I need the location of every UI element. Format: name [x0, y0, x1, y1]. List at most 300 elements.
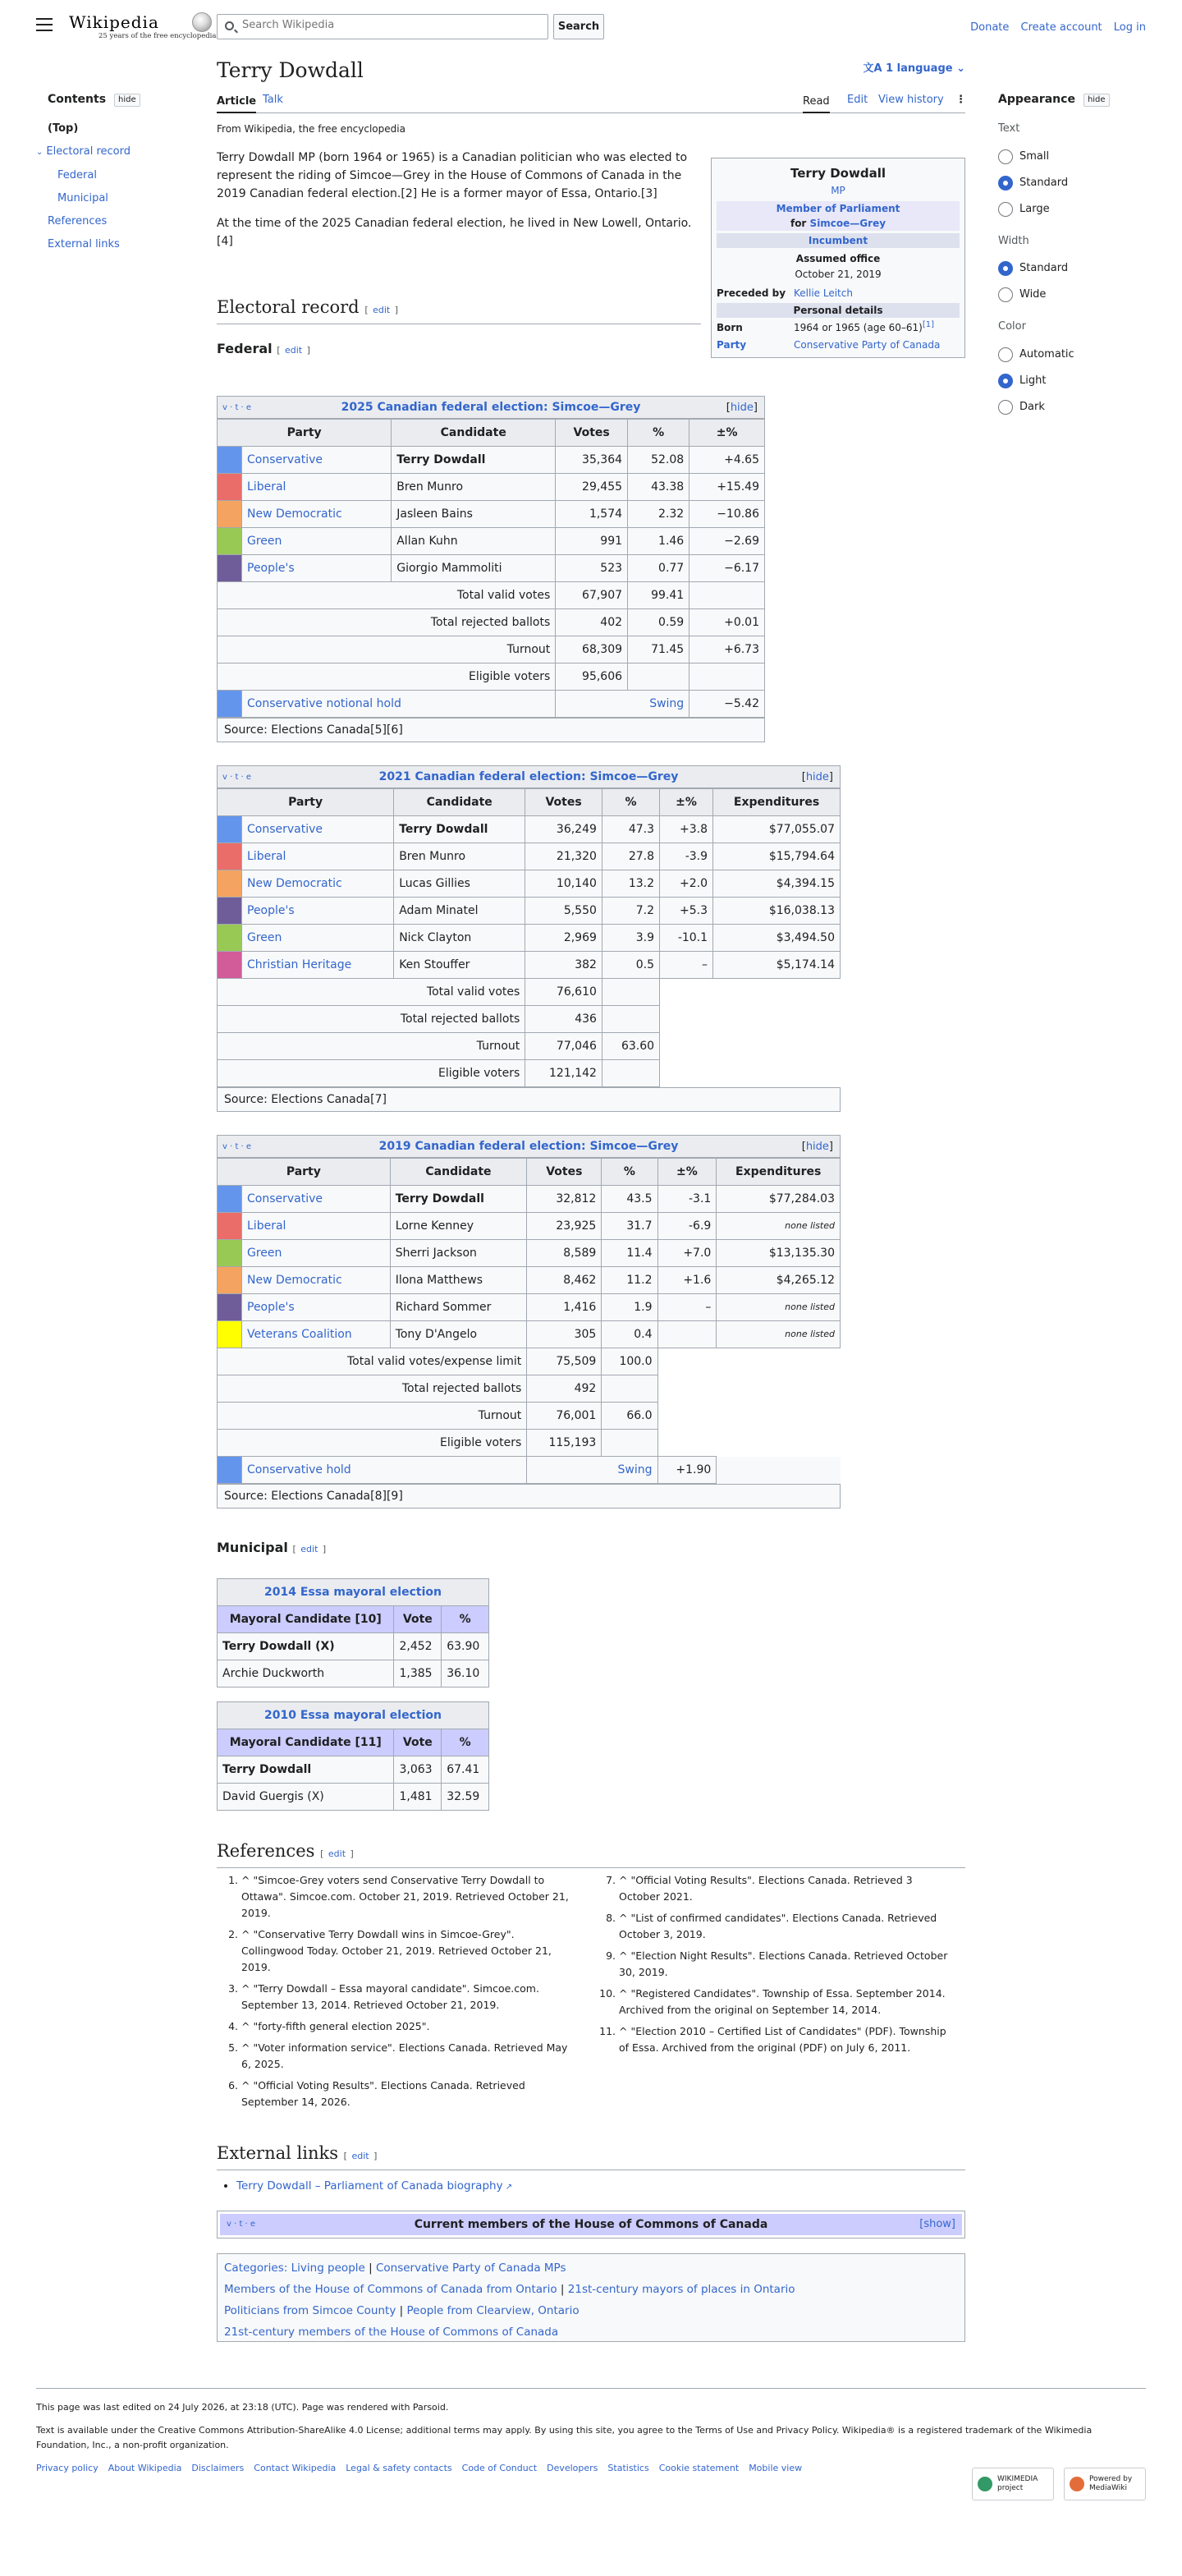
expenditures-cell: $15,794.64: [713, 843, 841, 870]
change-cell: +3.8: [660, 816, 713, 843]
votes-cell: 36,249: [525, 816, 602, 843]
expenditures-cell: $77,284.03: [717, 1186, 841, 1213]
main-menu-icon[interactable]: [36, 18, 53, 31]
party-link[interactable]: Liberal: [242, 474, 392, 501]
totals-value: 95,606: [556, 664, 628, 691]
expenditures-cell: none listed: [717, 1213, 841, 1240]
column-header: Party: [218, 789, 394, 816]
totals-value: +6.73: [690, 636, 765, 664]
footer-link[interactable]: Mobile view: [749, 2463, 803, 2473]
party-color-swatch: [218, 474, 242, 501]
last-edited: This page was last edited on 24 July 2026, at 23:18 (UTC). Page was rendered with Parsoid.: [36, 2402, 449, 2413]
toc-item-external[interactable]: External links: [48, 237, 120, 250]
radio-label: Light: [1019, 374, 1047, 388]
change-cell: +15.49: [690, 474, 765, 501]
main-content: [217, 53, 966, 2339]
election-2025-caption: [217, 396, 765, 419]
infobox: [711, 158, 965, 358]
caption-title[interactable]: 2019 Canadian federal election: Simcoe—Grey: [378, 1140, 679, 1153]
change-cell: –: [660, 952, 713, 979]
party-color-swatch: [218, 898, 242, 925]
width-label: Width: [998, 234, 1029, 247]
party-color-swatch: [218, 691, 242, 718]
hold-row: [218, 691, 765, 718]
totals-row: [218, 979, 841, 1006]
change-cell: -3.9: [660, 843, 713, 870]
tagline: From Wikipedia, the free encyclopedia: [217, 123, 405, 135]
blank-cell: [713, 979, 841, 1006]
table-row: [218, 1784, 489, 1811]
edit-link[interactable]: [ edit ]: [277, 345, 310, 356]
votes-cell: 32,812: [527, 1186, 602, 1213]
election-box-2021: [217, 765, 841, 1112]
section-title: Municipal: [217, 1540, 288, 1555]
reference-item[interactable]: 3. ^ "Terry Dowdall – Essa mayoral candidate". Simcoe.com. September 13, 2014. Retrieved October 21, 2019.: [241, 1981, 578, 2014]
born-label: Born: [717, 321, 743, 333]
edit-text[interactable]: edit: [351, 2151, 369, 2161]
swing-link[interactable]: Swing: [527, 1457, 657, 1484]
edit-link[interactable]: [ edit ]: [364, 305, 399, 315]
section-title: References: [217, 1841, 315, 1861]
reference-item[interactable]: 1. ^ "Simcoe-Grey voters send Conservative Terry Dowdall to Ottawa". Simcoe.com. October 21, 2019. Retrieved October 21, 2019.: [241, 1872, 578, 1922]
totals-row: [218, 664, 765, 691]
hide-button[interactable]: [hide]: [726, 402, 758, 414]
source-line: Source: Elections Canada[5][6]: [217, 718, 765, 742]
totals-value: 492: [527, 1375, 602, 1403]
change-cell: −10.86: [690, 501, 765, 528]
hide-text[interactable]: hide: [805, 771, 829, 783]
tab-read[interactable]: Read: [803, 92, 830, 113]
votes-cell: 29,455: [556, 474, 628, 501]
election-2019-table: [217, 1158, 841, 1484]
more-menu-icon[interactable]: ⋮: [955, 94, 966, 106]
reference-item[interactable]: 6. ^ "Official Voting Results". Elections Canada. Retrieved September 14, 2026.: [241, 2078, 578, 2110]
expenditures-cell: none listed: [717, 1321, 841, 1348]
column-header: %: [442, 1729, 489, 1756]
reference-item[interactable]: 7. ^ "Official Voting Results". Elections Canada. Retrieved 3 October 2021.: [619, 1872, 955, 1905]
search-icon: [225, 21, 234, 30]
totals-value: 0.59: [628, 609, 690, 636]
totals-label: Turnout: [218, 636, 556, 664]
change-cell: +1.6: [657, 1267, 717, 1294]
table-row: [218, 816, 841, 843]
totals-value: 76,001: [527, 1403, 602, 1430]
color-label: Color: [998, 320, 1026, 333]
table-row: [218, 952, 841, 979]
blank-cell: [657, 1348, 717, 1375]
reference-item[interactable]: 8. ^ "List of confirmed candidates". Elections Canada. Retrieved October 3, 2019.: [619, 1910, 955, 1943]
blank-cell: [713, 1006, 841, 1033]
candidate-cell: Terry Dowdall: [392, 447, 556, 474]
appearance-panel: [998, 90, 1113, 415]
caption-row: [218, 1579, 489, 1606]
vte-links[interactable]: v · t · e: [222, 403, 252, 412]
column-header: Candidate: [390, 1159, 527, 1186]
totals-value: 76,610: [525, 979, 602, 1006]
footer-link[interactable]: Contact Wikipedia: [254, 2463, 337, 2473]
totals-value: 100.0: [602, 1348, 657, 1375]
section-references: [217, 1838, 965, 1868]
footer-link[interactable]: Legal & safety contacts: [346, 2463, 452, 2473]
expenditures-cell: $16,038.13: [713, 898, 841, 925]
edit-link[interactable]: [ edit ]: [320, 1848, 354, 1859]
totals-row: [218, 582, 765, 609]
infobox-office: [717, 201, 960, 231]
party-color-swatch: [218, 1186, 242, 1213]
party-link[interactable]: New Democratic: [242, 870, 394, 898]
totals-value: [602, 1060, 659, 1087]
radio-text-small[interactable]: [998, 149, 1113, 164]
party-color-swatch: [218, 952, 242, 979]
percent-cell: 63.90: [442, 1633, 489, 1660]
born-ref[interactable]: [1]: [922, 319, 935, 329]
radio-color-light[interactable]: [998, 374, 1113, 388]
candidate-cell: Terry Dowdall: [390, 1186, 527, 1213]
table-row: [218, 447, 765, 474]
vte-links[interactable]: v · t · e: [222, 1142, 252, 1151]
column-header: Vote: [394, 1606, 442, 1633]
election-box-2019: [217, 1135, 841, 1508]
column-header: Candidate: [392, 420, 556, 447]
edit-text[interactable]: edit: [300, 1544, 318, 1554]
totals-row: [218, 609, 765, 636]
candidate-cell: Terry Dowdall: [394, 816, 525, 843]
footer-link[interactable]: Code of Conduct: [461, 2463, 538, 2473]
table-row: [218, 1213, 841, 1240]
appearance-hide-button[interactable]: hide: [1084, 94, 1110, 107]
infobox-post[interactable]: MP: [831, 185, 845, 196]
section-external-links: [217, 2140, 965, 2170]
reference-item[interactable]: 9. ^ "Election Night Results". Elections Canada. Retrieved October 30, 2019.: [619, 1948, 955, 1981]
vte-links[interactable]: v · t · e: [227, 2220, 256, 2229]
hide-button[interactable]: [hide]: [801, 1141, 833, 1153]
expenditures-cell: $4,394.15: [713, 870, 841, 898]
totals-value: 402: [556, 609, 628, 636]
radio-label: Automatic: [1019, 348, 1074, 361]
footer-link[interactable]: Cookie statement: [658, 2463, 740, 2473]
login-link[interactable]: Log in: [1113, 21, 1146, 34]
totals-value: 99.41: [628, 582, 690, 609]
wikimedia-badge[interactable]: [972, 2468, 1054, 2500]
header-row: [218, 420, 765, 447]
party-link[interactable]: Green: [242, 1240, 391, 1267]
party-link[interactable]: Conservative Party of Canada: [794, 338, 941, 351]
votes-cell: 21,320: [525, 843, 602, 870]
blank-cell: [717, 1348, 841, 1375]
party-label[interactable]: Party: [717, 338, 747, 351]
toc-item-federal[interactable]: Federal: [57, 168, 97, 181]
votes-cell: 1,574: [556, 501, 628, 528]
column-header: ±%: [657, 1159, 717, 1186]
totals-label: Turnout: [218, 1403, 527, 1430]
edit-link[interactable]: [ edit ]: [292, 1544, 327, 1554]
totals-label: Total valid votes/expense limit: [218, 1348, 527, 1375]
column-header: Votes: [556, 420, 628, 447]
percent-cell: 43.5: [602, 1186, 657, 1213]
toc-item-municipal[interactable]: Municipal: [57, 191, 108, 204]
radio-label: Small: [1019, 149, 1050, 163]
office-link[interactable]: Member of Parliament: [776, 203, 900, 215]
election-2021-table: [217, 788, 841, 1087]
party-color-swatch: [218, 1457, 242, 1484]
footer-link[interactable]: Developers: [547, 2463, 598, 2473]
votes-cell: 35,364: [556, 447, 628, 474]
caption-title[interactable]: 2025 Canadian federal election: Simcoe—Grey: [341, 401, 641, 414]
table-row: [218, 925, 841, 952]
change-cell: −6.17: [690, 555, 765, 582]
table-caption[interactable]: 2014 Essa mayoral election: [218, 1579, 489, 1606]
totals-label: Total rejected ballots: [218, 1375, 527, 1403]
table-row: [218, 1756, 489, 1784]
table-row: [218, 528, 765, 555]
change-cell: +2.0: [660, 870, 713, 898]
table-row: [218, 1633, 489, 1660]
tab-talk[interactable]: Talk: [263, 94, 283, 106]
toc-item-references[interactable]: References: [48, 214, 108, 227]
toc-item-label: Electoral record: [46, 145, 131, 158]
footer-link[interactable]: Privacy policy: [36, 2463, 98, 2473]
party-link[interactable]: New Democratic: [242, 1267, 391, 1294]
hold-row: [218, 1457, 841, 1484]
toc-item-top[interactable]: (Top): [48, 122, 79, 135]
radio-label: Large: [1019, 202, 1050, 215]
party-color-swatch: [218, 870, 242, 898]
toc-title: Contents: [48, 93, 107, 106]
reference-item[interactable]: 2. ^ "Conservative Terry Dowdall wins in Simcoe-Grey". Collingwood Today. October 21, 2019. Retrieved October 21, 2019.: [241, 1926, 578, 1976]
party-link[interactable]: Green: [242, 528, 392, 555]
totals-value: [602, 979, 659, 1006]
badge-text: Powered by MediaWiki: [1089, 2475, 1133, 2492]
external-link[interactable]: Terry Dowdall – Parliament of Canada biography: [236, 2179, 503, 2193]
hold-label[interactable]: Conservative notional hold: [242, 691, 556, 718]
hold-label[interactable]: Conservative hold: [242, 1457, 527, 1484]
candidate-cell: Allan Kuhn: [392, 528, 556, 555]
candidate-cell: Jasleen Bains: [392, 501, 556, 528]
party-link[interactable]: Liberal: [242, 1213, 391, 1240]
references-list-left: [217, 1872, 578, 2115]
translate-icon: 文A: [863, 62, 886, 75]
category-link[interactable]: People from Clearview, Ontario: [406, 2304, 580, 2317]
personal-details-heading: Personal details: [717, 303, 960, 318]
party-color-swatch: [218, 1213, 242, 1240]
blank-cell: [660, 1060, 713, 1087]
edit-text[interactable]: edit: [284, 345, 303, 356]
reference-item[interactable]: 11. ^ "Election 2010 – Certified List of Candidates" (PDF). Township of Essa. Archived from the original (PDF) on July 6, 2011.: [619, 2023, 955, 2056]
column-header: Expenditures: [713, 789, 841, 816]
table-row: [218, 474, 765, 501]
language-button[interactable]: 文A 1 language ⌄: [863, 62, 965, 75]
search-button[interactable]: Search: [553, 14, 604, 39]
swing-link[interactable]: Swing: [556, 691, 690, 718]
footer: [36, 2388, 1146, 2492]
section-title: Federal: [217, 341, 273, 356]
totals-row: [218, 1060, 841, 1087]
totals-value: 66.0: [602, 1403, 657, 1430]
chevron-down-icon[interactable]: ⌄: [36, 147, 44, 157]
party-color-swatch: [218, 1240, 242, 1267]
category-link[interactable]: Members of the House of Commons of Canada from Ontario: [224, 2283, 557, 2296]
reference-item[interactable]: 5. ^ "Voter information service". Elections Canada. Retrieved May 6, 2025.: [241, 2040, 578, 2073]
blank-cell: [660, 979, 713, 1006]
totals-value: [602, 1006, 659, 1033]
change-cell: –: [657, 1294, 717, 1321]
edit-link[interactable]: [ edit ]: [343, 2151, 378, 2161]
source-line: Source: Elections Canada[8][9]: [217, 1484, 841, 1508]
reference-item[interactable]: 10. ^ "Registered Candidates". Township of Essa. September 2014. Archived from the original on September 14, 2014.: [619, 1986, 955, 2018]
language-label: 1 language: [886, 62, 953, 75]
change-cell: −2.69: [690, 528, 765, 555]
tab-article[interactable]: Article: [217, 92, 256, 113]
candidate-cell: Bren Munro: [394, 843, 525, 870]
votes-cell: 305: [527, 1321, 602, 1348]
section-title: External links: [217, 2143, 338, 2163]
table-row: [218, 843, 841, 870]
radio-text-standard[interactable]: [998, 176, 1113, 191]
totals-value: +0.01: [690, 609, 765, 636]
appearance-title: Appearance: [998, 93, 1075, 106]
edit-text[interactable]: edit: [373, 305, 391, 315]
table-row: [218, 1294, 841, 1321]
party-link[interactable]: People's: [242, 1294, 391, 1321]
riding-link[interactable]: Simcoe—Grey: [809, 218, 886, 230]
party-link[interactable]: Green: [242, 925, 394, 952]
election-2025-table: [217, 419, 765, 718]
column-header: Party: [218, 1159, 391, 1186]
footer-link[interactable]: Statistics: [607, 2463, 649, 2473]
candidate-cell: Ken Stouffer: [394, 952, 525, 979]
totals-row: [218, 1430, 841, 1457]
category-link[interactable]: Conservative Party of Canada MPs: [375, 2261, 566, 2275]
election-2019-caption: [217, 1135, 841, 1158]
radio-color-automatic[interactable]: [998, 347, 1113, 362]
change-cell: +4.65: [690, 447, 765, 474]
hide-button[interactable]: [hide]: [801, 771, 833, 783]
votes-cell: 1,385: [394, 1660, 442, 1687]
section-federal: [217, 337, 310, 363]
party-link[interactable]: Conservative: [242, 1186, 391, 1213]
change-cell: -10.1: [660, 925, 713, 952]
tab-edit[interactable]: Edit: [847, 94, 868, 106]
percent-cell: 7.2: [602, 898, 659, 925]
category-link[interactable]: 21st-century mayors of places in Ontario: [567, 2283, 795, 2296]
born-text: 1964 or 1965 (age 60–61): [794, 321, 923, 333]
party-color-swatch: [218, 555, 242, 582]
category-link[interactable]: 21st-century members of the House of Commons of Canada: [224, 2326, 559, 2339]
radio-width-wide[interactable]: [998, 287, 1113, 302]
radio-text-large[interactable]: [998, 202, 1113, 217]
footer-link[interactable]: About Wikipedia: [108, 2463, 182, 2473]
column-header: Party: [218, 420, 392, 447]
votes-cell: 2,969: [525, 925, 602, 952]
preceded-link[interactable]: Kellie Leitch: [794, 287, 853, 299]
vte-links[interactable]: v · t · e: [222, 773, 252, 782]
party-link[interactable]: Conservative: [242, 447, 392, 474]
party-color-swatch: [218, 816, 242, 843]
donate-link[interactable]: Donate: [970, 21, 1010, 34]
percent-cell: 0.5: [602, 952, 659, 979]
percent-cell: 47.3: [602, 816, 659, 843]
party-link[interactable]: People's: [242, 898, 394, 925]
for-label: for: [790, 218, 807, 230]
globe-icon: [192, 12, 212, 32]
lead-paragraph-1: Terry Dowdall MP (born 1964 or 1965) is a Canadian politician who was elected to represent the riding of Simcoe—Grey in the House of Commons of Canada in the 2019 Canadian federal election.[2] He is a former mayor of Essa, Ontario.[3]: [217, 151, 688, 201]
votes-cell: 523: [556, 555, 628, 582]
table-row: [218, 1186, 841, 1213]
totals-label: Eligible voters: [218, 1060, 525, 1087]
categories-box: Categories: Living people | Conservative Party of Canada MPs Members of the House of Commons of Canada from Ontario | 21st-century mayors of places in Ontario Politicians from Simcoe County | People from Clearview, Ontario 21st-century members of the House of Commons of Canada: [217, 2253, 965, 2342]
candidate-cell: Terry Dowdall: [218, 1756, 394, 1784]
party-color-swatch: [218, 925, 242, 952]
navbox-show-button[interactable]: [show]: [919, 2218, 955, 2230]
column-header: Candidate: [394, 789, 525, 816]
column-header: Mayoral Candidate [10]: [218, 1606, 394, 1633]
section-electoral-record: [217, 294, 701, 324]
totals-label: Eligible voters: [218, 1430, 527, 1457]
party-link[interactable]: Liberal: [242, 843, 394, 870]
lead-paragraph-2: At the time of the 2025 Canadian federal election, he lived in New Lowell, Ontario.[4]: [217, 217, 692, 249]
toc-hide-button[interactable]: hide: [114, 94, 140, 107]
candidate-cell: Archie Duckworth: [218, 1660, 394, 1687]
section-title: Electoral record: [217, 297, 360, 317]
party-link[interactable]: Conservative: [242, 816, 394, 843]
born-value: [794, 320, 934, 335]
hide-text[interactable]: hide: [730, 402, 754, 414]
totals-value: 77,046: [525, 1033, 602, 1060]
totals-value: 68,309: [556, 636, 628, 664]
tab-history[interactable]: View history: [878, 94, 944, 106]
table-caption[interactable]: 2010 Essa mayoral election: [218, 1702, 489, 1729]
reference-item[interactable]: 4. ^ "forty-fifth general election 2025".: [241, 2018, 578, 2035]
edit-text[interactable]: edit: [328, 1848, 346, 1859]
totals-value: [602, 1430, 657, 1457]
party-link[interactable]: Veterans Coalition: [242, 1321, 391, 1348]
column-header: Mayoral Candidate [11]: [218, 1729, 394, 1756]
radio-width-standard[interactable]: [998, 261, 1113, 276]
votes-cell: 8,462: [527, 1267, 602, 1294]
table-row: [218, 1267, 841, 1294]
column-header: %: [442, 1606, 489, 1633]
votes-cell: 1,416: [527, 1294, 602, 1321]
category-link[interactable]: Politicians from Simcoe County: [224, 2304, 396, 2317]
navbox-title[interactable]: Current members of the House of Commons of Canada: [414, 2218, 768, 2231]
footer-link[interactable]: Disclaimers: [191, 2463, 245, 2473]
party-link[interactable]: People's: [242, 555, 392, 582]
totals-label: Total rejected ballots: [218, 1006, 525, 1033]
search-box[interactable]: [217, 14, 548, 39]
create-account-link[interactable]: Create account: [1020, 21, 1102, 34]
header-row: [218, 1729, 489, 1756]
text-size-label: Text: [998, 122, 1020, 135]
change-cell: -6.9: [657, 1213, 717, 1240]
mediawiki-badge[interactable]: [1064, 2468, 1146, 2500]
percent-cell: 67.41: [442, 1756, 489, 1784]
candidate-cell: Adam Minatel: [394, 898, 525, 925]
party-link[interactable]: Christian Heritage: [242, 952, 394, 979]
radio-color-dark[interactable]: [998, 400, 1113, 415]
blank-cell: [713, 1033, 841, 1060]
categories-label[interactable]: Categories:: [224, 2261, 288, 2275]
category-link[interactable]: Living people: [291, 2261, 365, 2275]
caption-title[interactable]: 2021 Canadian federal election: Simcoe—Grey: [378, 770, 679, 783]
candidate-cell: Giorgio Mammoliti: [392, 555, 556, 582]
votes-cell: 23,925: [527, 1213, 602, 1240]
wikipedia-logo[interactable]: [67, 9, 217, 45]
search-input[interactable]: [242, 19, 538, 31]
table-row: [218, 898, 841, 925]
party-link[interactable]: New Democratic: [242, 501, 392, 528]
toc-item-electoral[interactable]: [36, 145, 204, 159]
hide-text[interactable]: hide: [805, 1141, 829, 1153]
